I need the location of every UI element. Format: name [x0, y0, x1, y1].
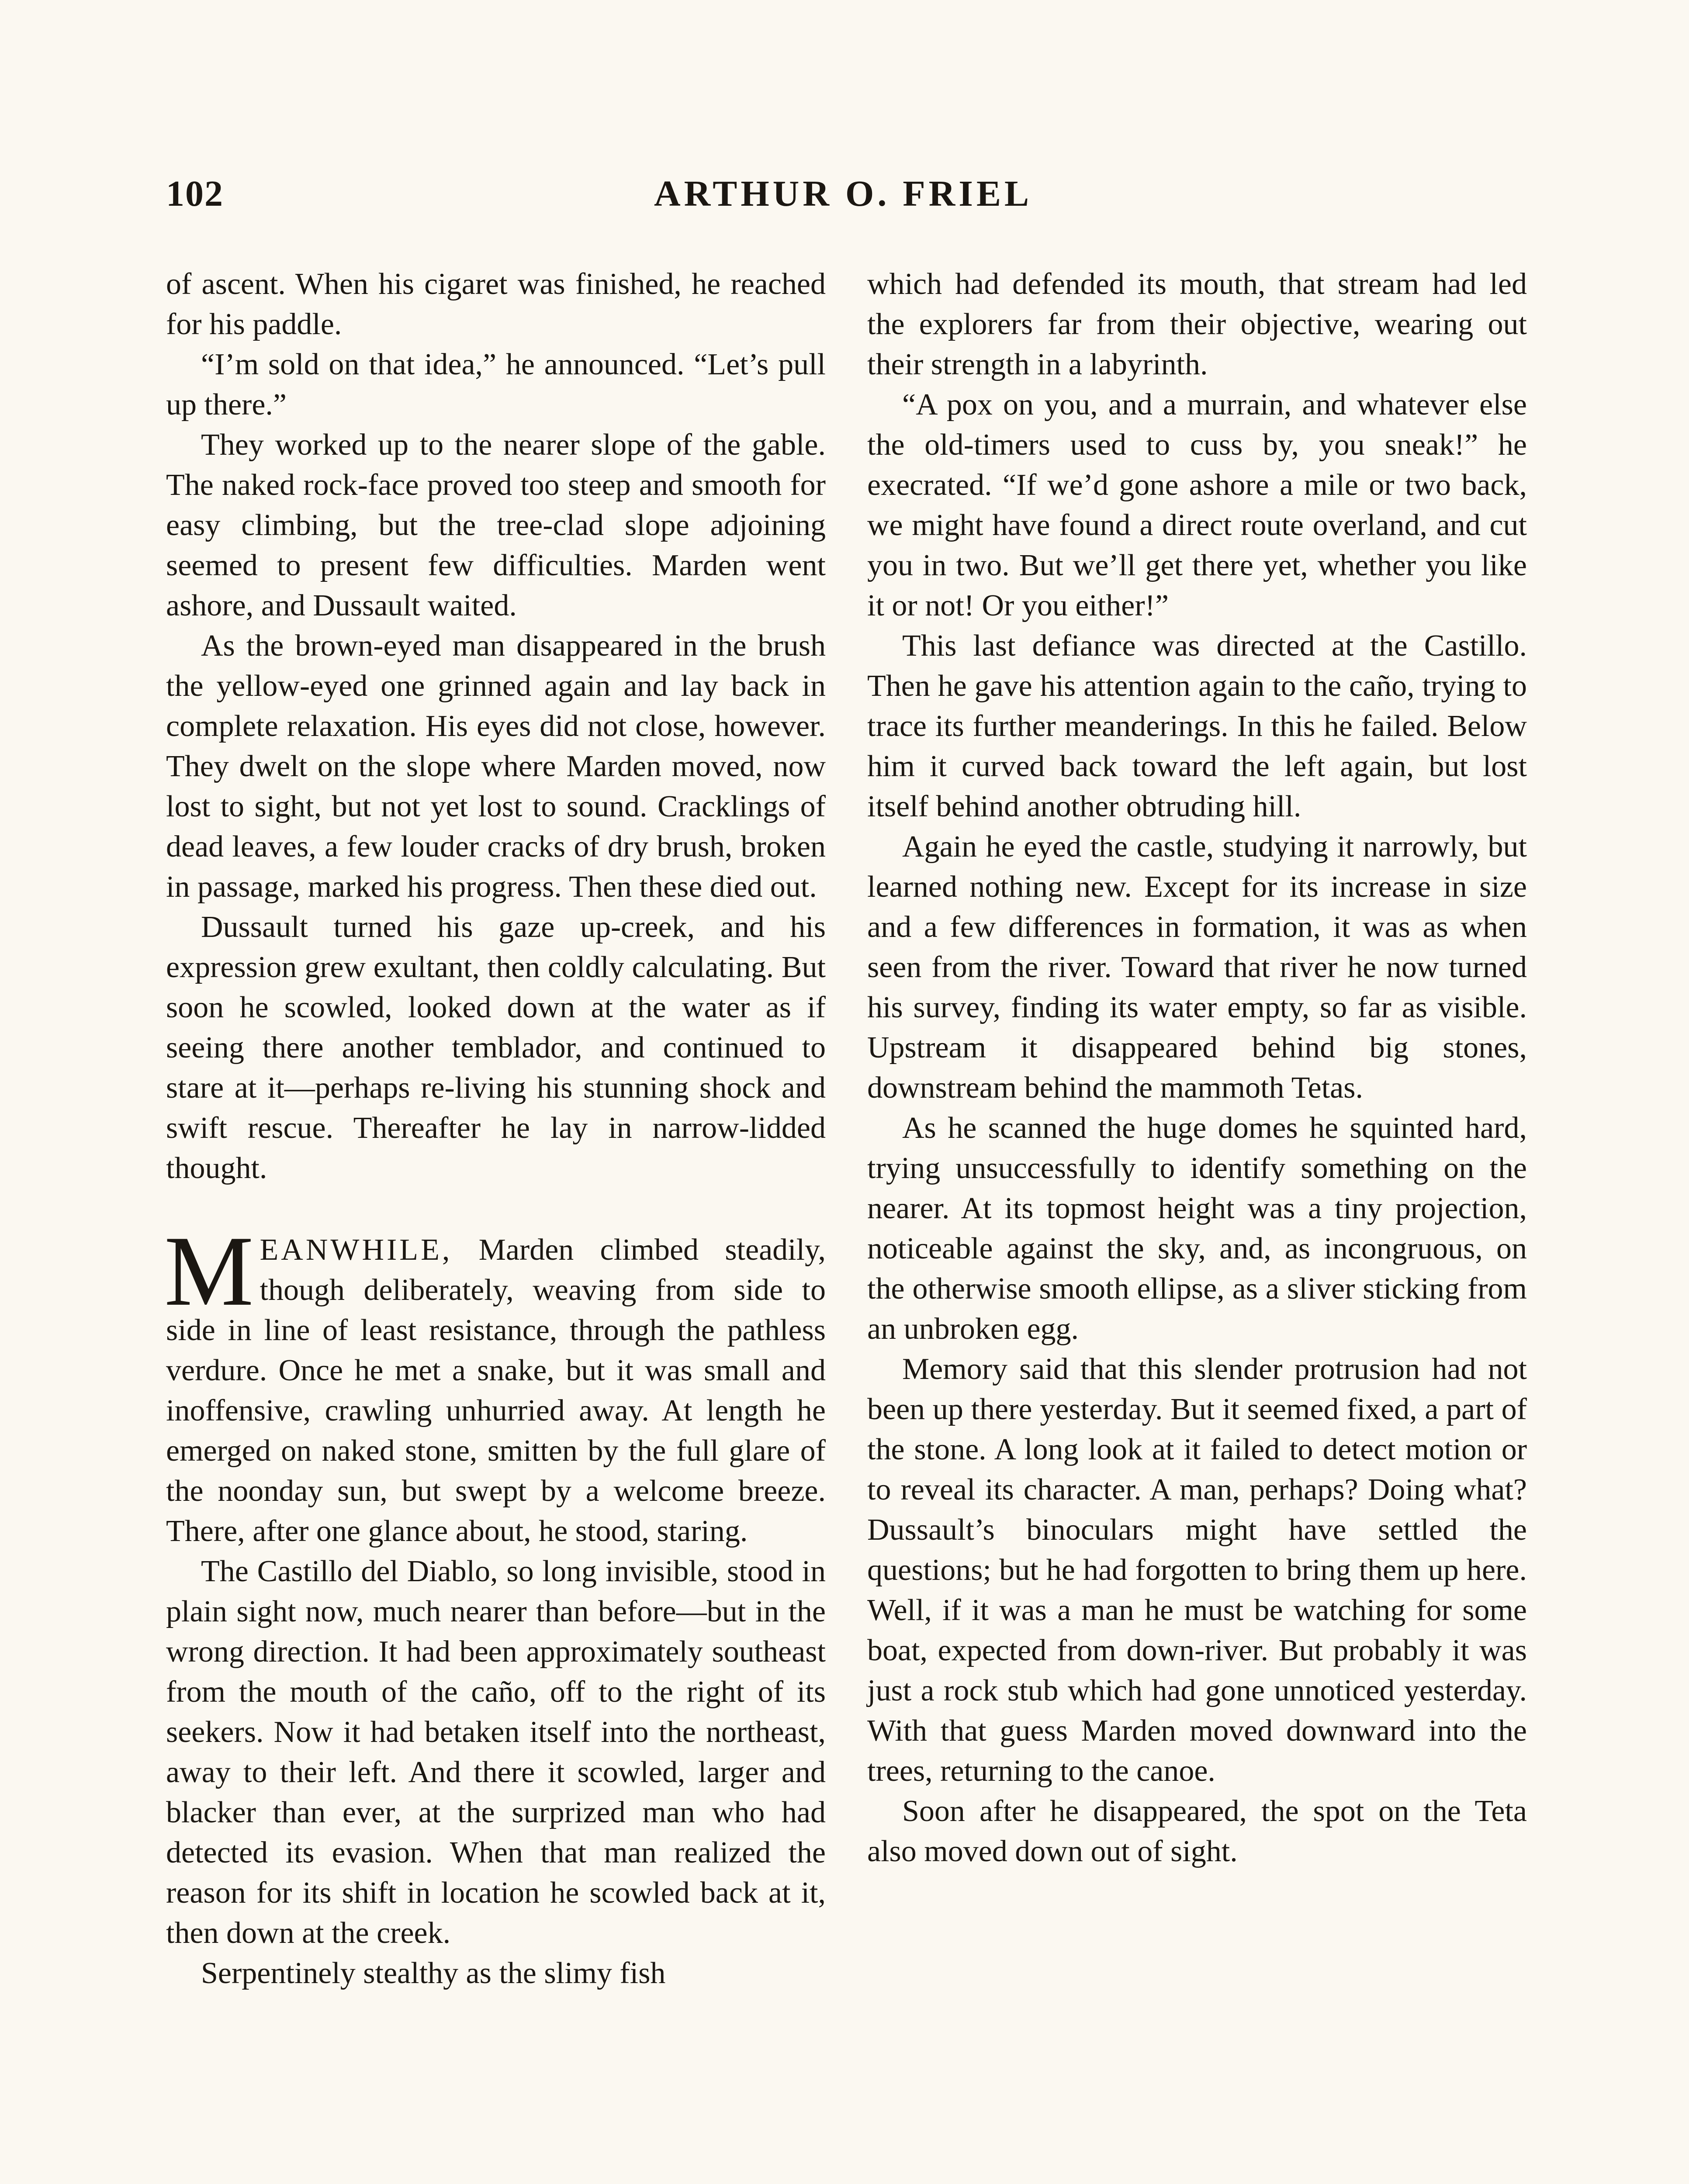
paragraph: “A pox on you, and a murrain, and whatever else the old-timers used to cuss by, you sneak!” he execrated. “If we’d gone ashore a mile or two back, we might have found a direct route overland, and cut you in two. But we’ll get there yet, whether you like it or not! Or you either!” — [867, 388, 1527, 622]
right-column — [867, 264, 1527, 1872]
page-header — [166, 173, 1520, 221]
paragraph: The Castillo del Diablo, so long invisible, stood in plain sight now, much nearer than before—but in the wrong direction. It had been approximately southeast from the mouth of the caño, off to the right of its seekers. Now it had betaken itself into the northeast, away to their left. And there it scowled, larger and blacker than ever, at the surprized man who had detected its evasion. When that man realized the reason for its shift in location he scowled back at it, then down at the creek. — [166, 1555, 826, 1950]
left-column — [166, 264, 826, 1994]
paragraph: which had defended its mouth, that stream had led the explorers far from their objective, wearing out their strength in a labyrinth. — [867, 267, 1527, 381]
page-number: 102 — [166, 173, 224, 214]
paragraph: “I’m sold on that idea,” he announced. “Let’s pull up there.” — [166, 348, 826, 422]
section-opening-paragraph — [164, 1215, 826, 1552]
paragraph: Memory said that this slender protrusion had not been up there yesterday. But it seemed fixed, a part of the stone. A long look at it failed to detect motion or to reveal its character. A man, perhaps? Doing what? Dussault’s binoculars might have settled the questions; but he had forgotten to bring them up here. Well, if it was a man he must be watching for some boat, expected from down-river. But probably it was just a rock stub which had gone unnoticed yesterday. With that guess Marden moved downward into the trees, returning to the canoe. — [867, 1352, 1527, 1788]
running-head: ARTHUR O. FRIEL — [654, 173, 1033, 214]
paragraph: Again he eyed the castle, studying it narrowly, but learned nothing new. Except for its increase in size and a few differences in formation, it was as when seen from the river. Toward that river he now turned his survey, finding its water empty, so far as visible. Upstream it disappeared behind big stones, downstream behind the mammoth Tetas. — [867, 830, 1527, 1105]
paragraph: Serpentinely stealthy as the slimy fish — [201, 1956, 666, 1990]
section-lead-word: EANWHILE, — [260, 1233, 453, 1267]
paragraph: As the brown-eyed man disappeared in the brush the yellow-eyed one grinned again and lay back in complete relaxation. His eyes did not close, however. They dwelt on the slope where Marden moved, now lost to sight, but not yet lost to sound. Cracklings of dead leaves, a few louder cracks of dry brush, broken in passage, marked his progress. Then these died out. — [166, 629, 826, 904]
section-text: Marden climbed steadily, though deliberately, weaving from side to side in line of least resistance, through the pathless verdure. Once he met a snake, but it was small and inoffensive, crawling unhurried away. At length he emerged on naked stone, smitten by the full glare of the noonday sun, but swept by a welcome breeze. There, after one glance about, he stood, staring. — [166, 1233, 826, 1548]
paragraph: Soon after he disappeared, the spot on the Teta also moved down out of sight. — [867, 1794, 1527, 1868]
paragraph: They worked up to the nearer slope of the gable. The naked rock-face proved too steep and smooth for easy climbing, but the tree-clad slope adjoining seemed to present few difficulties. Marden went ashore, and Dussault waited. — [166, 428, 826, 622]
paragraph: Dussault turned his gaze up-creek, and his expression grew exultant, then coldly calculating. But soon he scowled, looked down at the water as if seeing there another temblador, and continued to stare at it—perhaps re-living his stunning shock and swift rescue. Thereafter he lay in narrow-lidded thought. — [166, 910, 826, 1185]
paragraph: As he scanned the huge domes he squinted hard, trying unsuccessfully to identify something on the nearer. At its topmost height was a tiny projection, noticeable against the sky, and, as incongruous, on the otherwise smooth ellipse, as a sliver sticking from an unbroken egg. — [867, 1111, 1527, 1346]
paragraph: of ascent. When his cigaret was finished, he reached for his paddle. — [166, 267, 826, 341]
paragraph: This last defiance was directed at the Castillo. Then he gave his attention again to the caño, trying to trace its further meanderings. In this he failed. Below him it curved back toward the left again, but lost itself behind another obtruding hill. — [867, 629, 1527, 823]
drop-cap: M — [164, 1215, 254, 1327]
